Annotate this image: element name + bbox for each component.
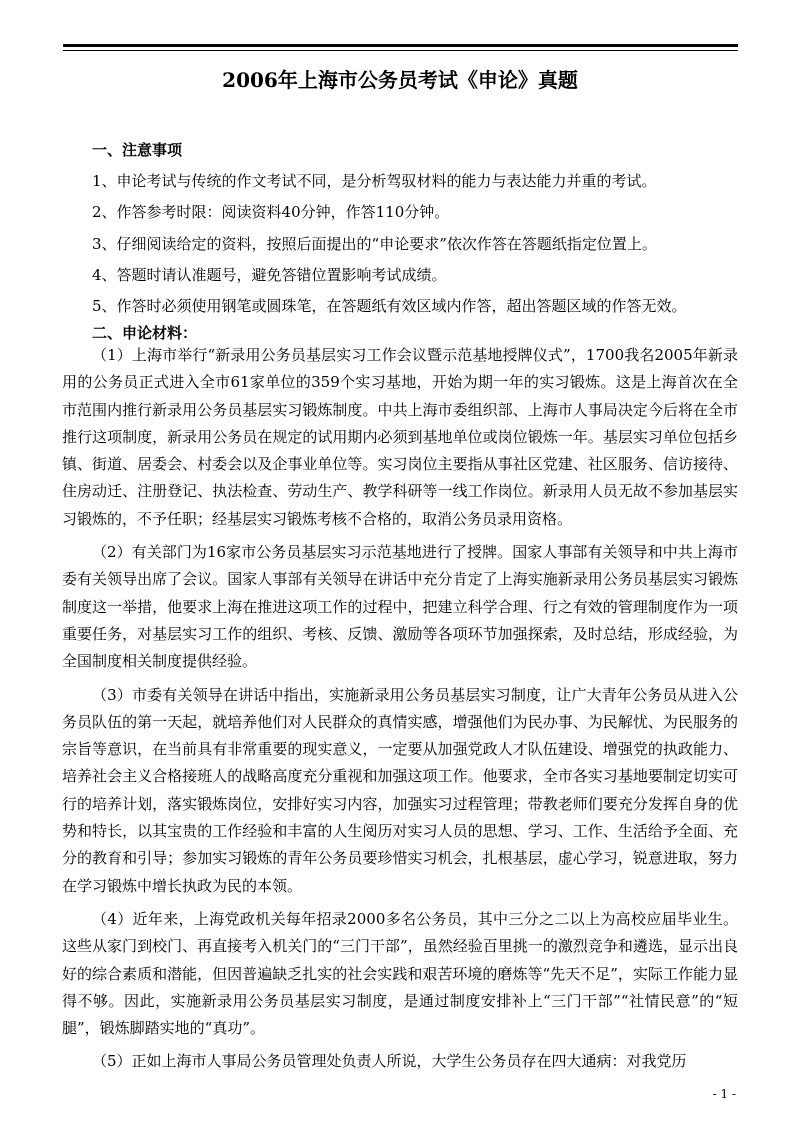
material-paragraph-2: （2）有关部门为16家市公务员基层实习示范基地进行了授牌。国家人事部有关领导和中共上海市委有关领导出席了会议。国家人事部有关领导在讲话中充分肯定了上海实施新录用公务员基层实习锻炼制度这一举措，他要求上海在推进这项工作的过程中，把建立科学合理、行之有效的管理制度作为一项重要任务，对基层实习工作的组织、考核、反馈、激励等各项环节加强探索，及时总结，形成经验，为全国制度相关制度提供经验。 bbox=[62, 543, 738, 671]
material-paragraph-5: （5）正如上海市人事局公务员管理处负责人所说，大学生公务员存在四大通病：对我党历 bbox=[92, 1052, 687, 1071]
document-title: 2006年上海市公务员考试《申论》真题 bbox=[222, 68, 578, 92]
page-number: - 1 - bbox=[712, 1087, 736, 1101]
notice-item-3: 3、仔细阅读给定的资料，按照后面提出的“申论要求”依次作答在答题纸指定位置上。 bbox=[92, 235, 657, 253]
material-paragraph-3: （3）市委有关领导在讲话中指出，实施新录用公务员基层实习制度，让广大青年公务员从进入公务员队伍的第一天起，就培养他们对人民群众的真情实感，增强他们为民办事、为民解忧、为民服务的宗旨等意识，在当前具有非常重要的现实意义，一定要从加强党政人才队伍建设、增强党的执政能力、培养社会主义合格接班人的战略高度充分重视和加强这项工作。他要求，全市各实习基地要制定切实可行的培养计划，落实锻炼岗位，安排好实习内容，加强实习过程管理；带教老师们要充分发挥自身的优势和特长，以其宝贵的工作经验和丰富的人生阅历对实习人员的思想、学习、工作、生活给予全面、充分的教育和引导；参加实习锻炼的青年公务员要珍惜实习机会，扎根基层，虚心学习，锐意进取，努力在学习锻炼中增长执政为民的本领。 bbox=[62, 685, 738, 895]
notice-item-5: 5、作答时必须使用钢笔或圆珠笔，在答题纸有效区域内作答，超出答题区域的作答无效。 bbox=[92, 297, 687, 315]
header-rule-thick bbox=[63, 44, 738, 47]
section-heading-notes: 一、注意事项 bbox=[92, 141, 183, 159]
notice-item-4: 4、答题时请认准题号，避免答错位置影响考试成绩。 bbox=[92, 266, 447, 284]
material-paragraph-4: （4）近年来，上海党政机关每年招录2000多名公务员，其中三分之二以上为高校应届毕业生。这些从家门到校门、再直接考入机关门的“三门干部”，虽然经验百里挑一的激烈竞争和遴选，显示出良好的综合素质和潜能，但因普遍缺乏扎实的社会实践和艰苦环境的磨炼等“先天不足”，实际工作能力显得不够。因此，实施新录用公务员基层实习制度，是通过制度安排补上“三门干部”“社情民意”的“短腿”，锻炼脚踏实地的“真功”。 bbox=[62, 909, 738, 1038]
materials-body bbox=[62, 342, 738, 1082]
section-heading-materials: 二、申论材料： bbox=[92, 324, 198, 342]
notice-item-2: 2、作答参考时限：阅读资料40分钟，作答110分钟。 bbox=[92, 203, 450, 221]
notice-item-1: 1、申论考试与传统的作文考试不同，是分析驾驭材料的能力与表达能力并重的考试。 bbox=[92, 172, 657, 190]
header-rule-thin bbox=[63, 50, 738, 51]
material-paragraph-1: （1）上海市举行“新录用公务员基层实习工作会议暨示范基地授牌仪式”，1700我名2005年新录用的公务员正式进入全市61家单位的359个实习基地，开始为期一年的实习锻炼。这是上海首次在全市范围内推行新录用公务员基层实习锻炼制度。中共上海市委组织部、上海市人事局决定今后将在全市推行这项制度，新录用公务员在规定的试用期内必须到基地单位或岗位锻炼一年。基层实习单位包括乡镇、街道、居委会、村委会以及企事业单位等。实习岗位主要指从事社区党建、社区服务、信访接待、住房动迁、注册登记、执法检查、劳动生产、教学科研等一线工作岗位。新录用人员无故不参加基层实习锻炼的，不予任职；经基层实习锻炼考核不合格的，取消公务员录用资格。 bbox=[62, 346, 738, 528]
